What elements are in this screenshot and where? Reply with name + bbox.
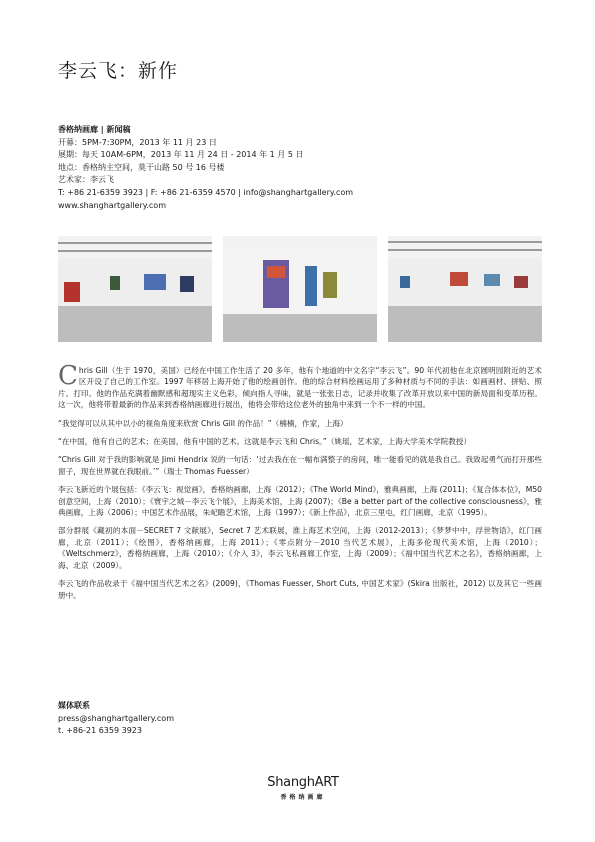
gallery-heading: 香格纳画廊 | 新闻稿 — [58, 125, 131, 134]
contact-email[interactable]: press@shanghartgallery.com — [58, 713, 174, 723]
logo-wordmark: ShanghART — [267, 775, 339, 790]
opening-line: 开幕：5PM-7:30PM，2013 年 11 月 23 日 — [58, 137, 217, 147]
logo-chinese: 香格纳画廊 — [280, 794, 326, 801]
gallery-photo-2 — [223, 236, 377, 342]
contact-phone: t. +86-21 6359 3923 — [58, 726, 142, 736]
artist-line: 艺术家：李云飞 — [58, 175, 114, 185]
gallery-photo-3 — [388, 236, 542, 342]
gallery-photo-1 — [58, 236, 212, 342]
publications: 李云飞的作品收录于《福中国当代艺术之名》(2009)，《Thomas Fuesser, Short Cuts, 中国艺术家》(Skira 出版社，2012) 以及其它一些画册中。 — [58, 579, 542, 600]
drop-cap: C — [58, 361, 78, 391]
duration-line: 展期：每天 10AM-6PM，2013 年 11 月 24 日 - 2014 年 1 月 5 日 — [58, 150, 304, 160]
shanghart-logo — [263, 775, 343, 801]
group-exhibitions: 部分群展《藏初的本面－SECRET 7 文献展》，Secret 7 艺术联展，淮上海艺术空间，上海（2012-2013）；《梦梦中中，浮世物语》，红门画廊，北京（2011）；《绘图》，香格纳画廊，上海 2011）；《零点附分－2010 当代艺术展》，上海多伦现代美术馆，上海（2010）；《Weltschmerz》，香格纳画廊，上海（2010）；《介入 3》，李云飞私画廊工作室，上海（2009）；《福中国当代艺术之名》，香格纳画廊，上海、北京（2009）。 — [58, 526, 542, 570]
exhibition-photos — [58, 236, 542, 342]
press-info — [58, 124, 548, 212]
solo-exhibitions: 李云飞新近的个展包括：《李云飞：视觉画》，香格纳画廊，上海（2012）；《The World Mind》，雅典画廊，上海 (2011)；《复合体本位》，M50 创意空间，上海（2010）；《寰宇之城－李云飞个展》，上海美术馆，上海 (2007)；《Be a better part of the collective consciousness》，雅典画廊，上海（2006）；中国艺术作品展，朱屺瞻艺术馆，上海（1997）；《新上作品》，北京三里屯，红门画廊，北京（1995）。 — [58, 485, 542, 518]
page-title: 李云飞：新作 — [58, 60, 179, 82]
intro-text: hris Gill（生于 1970，美国）已经在中国工作生活了 20 多年，他有个地道的中文名字“李云飞”。90 年代初他在北京圆明园附近的艺术区开设了自己的工作室。1997 年移居上海开始了他的绘画创作。他的综合材料绘画运用了多种材质与不同的手法：如画画材、拼贴、照片、打印。他的作品充满着幽默感和超现实主义色彩，倾向指人寻味，就是一张张日志，记录并收集了改革开放以来中国的新局面和变革历程。这一次，他将带着最新的作品来到香格纳画廊进行展出，他将会带给这位老外的独角中来到一个不一样的中国。 — [58, 366, 542, 410]
contact-heading: 媒体联系 — [58, 701, 90, 710]
quote-1: “我觉得可以从其中以小的视角角度来欣赏 Chris Gill 的作品！”（楠楠，作家，上海） — [58, 418, 348, 428]
phones-line: T: +86 21-6359 3923 | F: +86 21-6359 4570 | info@shanghartgallery.com — [58, 187, 354, 197]
media-contact — [58, 700, 174, 738]
press-body — [58, 361, 542, 608]
venue-line: 地点：香格纳主空间，莫干山路 50 号 16 号楼 — [58, 162, 225, 172]
quote-2: “在中国，他有自己的艺术；在美国，他有中国的艺术。这就是李云飞和 Chris。”（姚瑶，艺术家，上海大学美术学院教授） — [58, 437, 472, 447]
quote-3: “Chris Gill 对于我的影响就是 Jimi Hendrix 说的一句话：‘过去我在在一幅布满整子的房间，唯一能看见的就是我自己。我致起勇气而打开那些窗子，现在世界就在我眼前。’”（瑞士 Thomas Fuesser） — [58, 455, 542, 476]
website-link[interactable]: www.shanghartgallery.com — [58, 200, 166, 210]
intro-paragraph — [58, 361, 542, 411]
